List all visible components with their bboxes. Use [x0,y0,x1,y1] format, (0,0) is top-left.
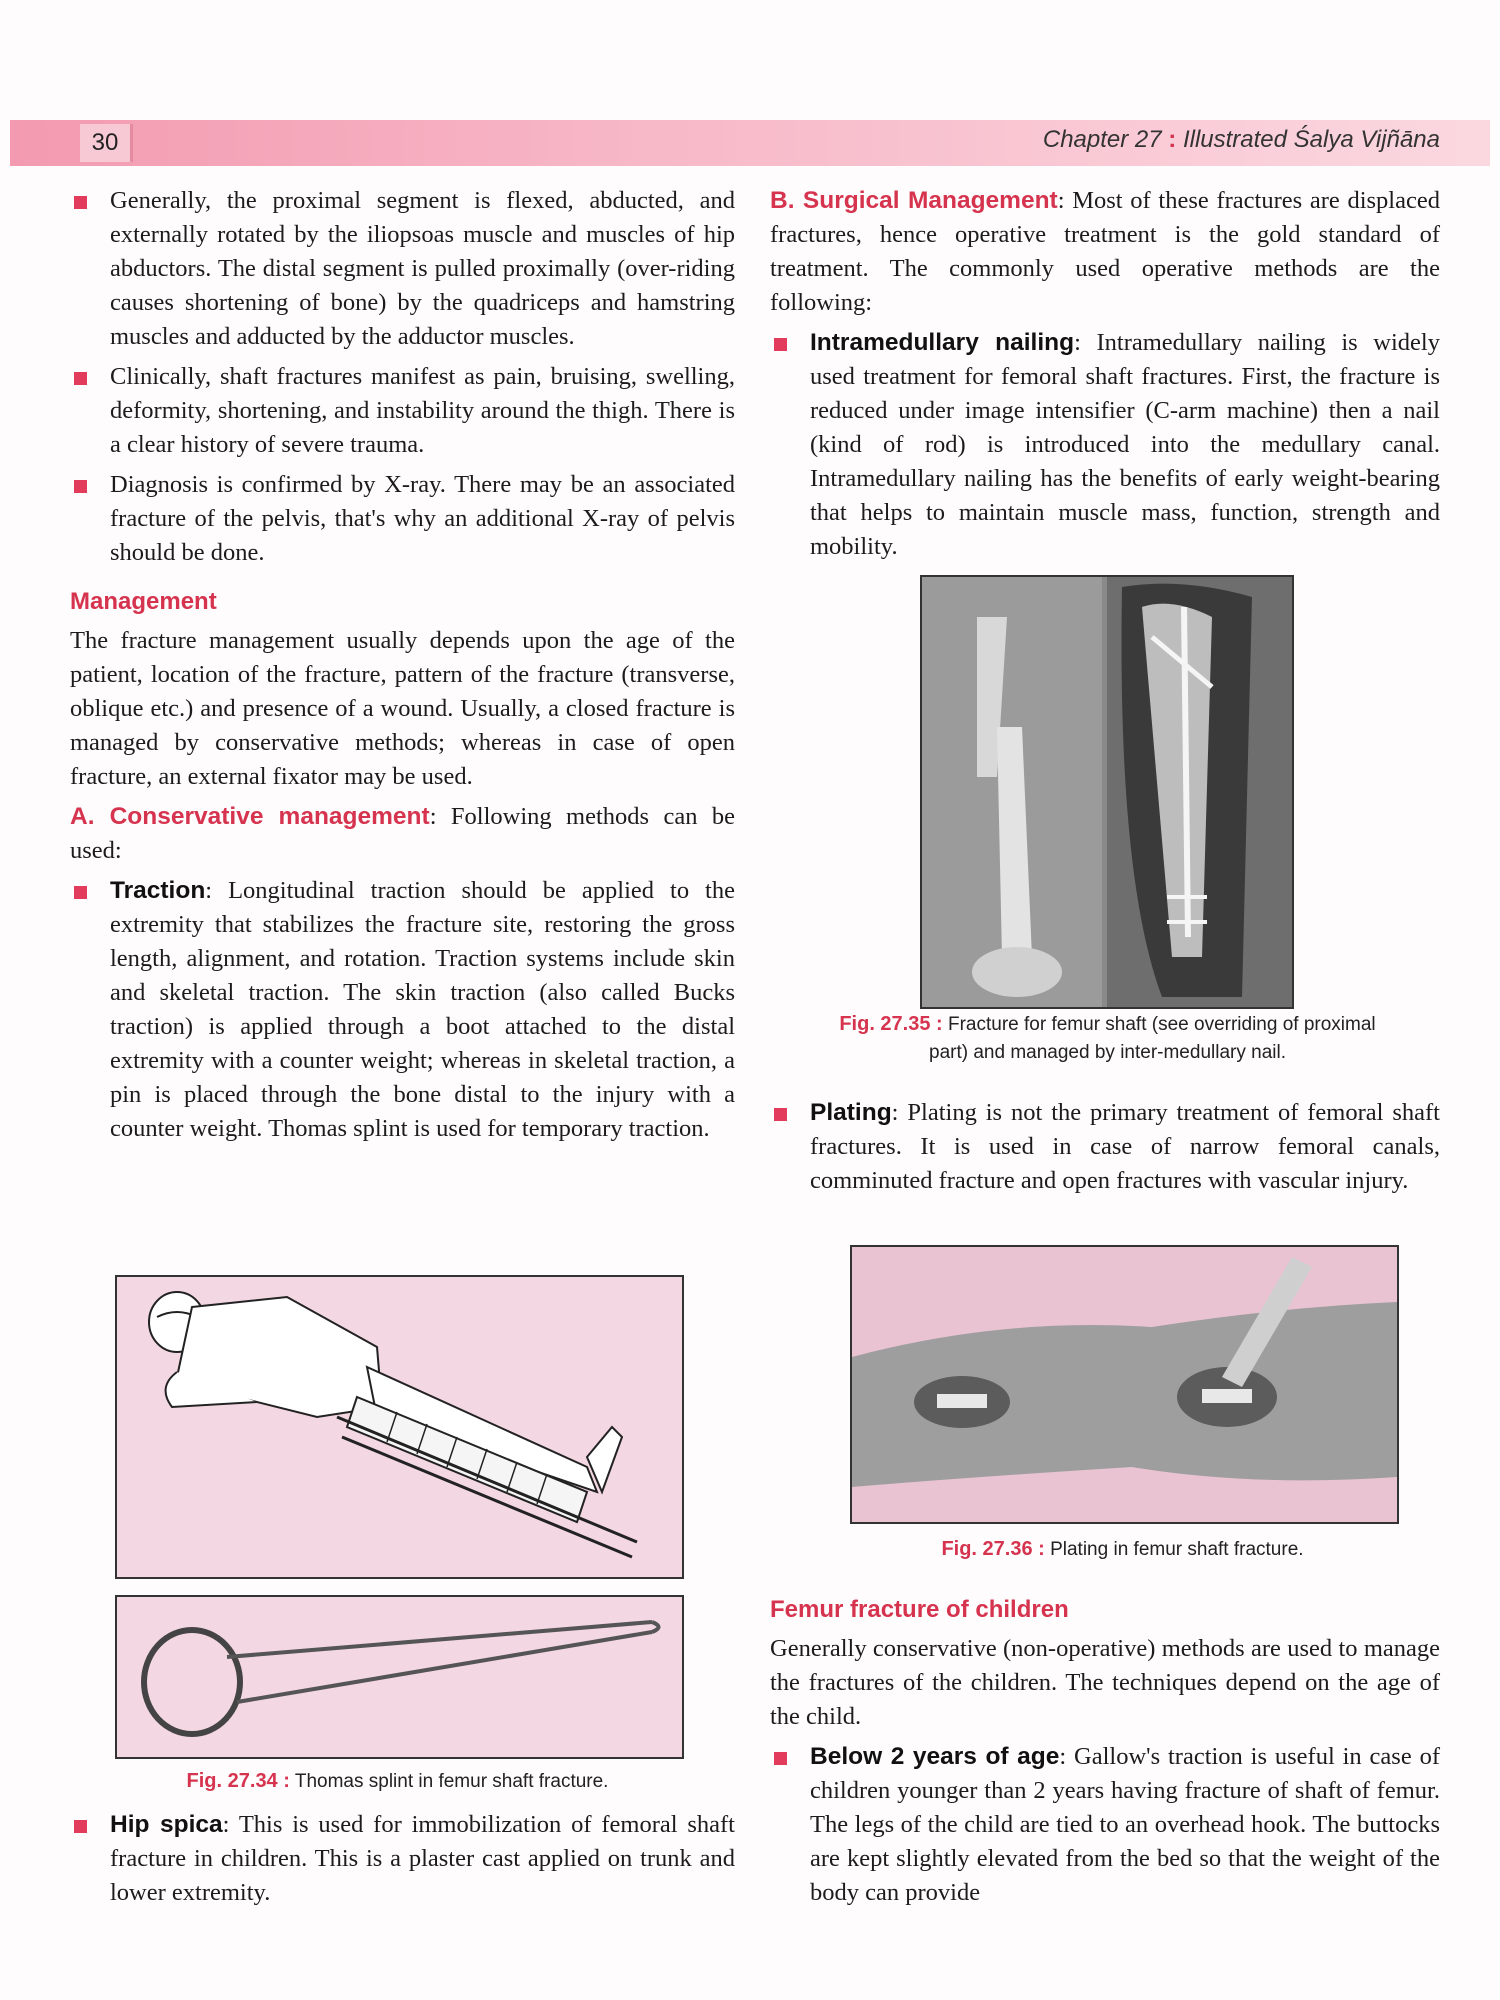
traction-lead: Traction [110,877,206,904]
fig-27-36-text: Plating in femur shaft fracture. [1050,1539,1304,1560]
hip-spica-text: : This is used for immobilization of femoral shaft fracture in children. This is a plaster cast applied on trunk and lower extremity. [110,1811,735,1906]
fig-27-34-text: Thomas splint in femur shaft fracture. [294,1771,609,1792]
fig-27-35-text-1: Fracture for femur shaft (see overriding of proximal [947,1014,1376,1035]
fig-27-35-caption [775,1013,1440,1064]
bullet-hip-spica [70,1808,735,1910]
right-column-middle [770,1096,1440,1204]
chapter-name: Illustrated Śalya Vijñāna [1182,126,1440,153]
page-number: 30 [80,124,133,162]
plating-lead: Plating [810,1099,892,1126]
bullet-intramedullary-nailing [770,326,1440,564]
fig-27-36-label: Fig. 27.36 : [941,1538,1045,1560]
conservative-paragraph [70,800,735,868]
right-column-top [770,184,1440,570]
bullet-proximal-segment: Generally, the proximal segment is flexed, abducted, and externally rotated by the iliopsoas muscle and muscles of hip abductors. The distal segment is pulled proximally (over-riding causes shortening of bone) by the quadriceps and hamstring muscles and adducted by the adductor muscles. [70,184,735,354]
nailing-lead: Intramedullary nailing [810,329,1075,356]
bullet-below-2-years [770,1740,1440,1910]
fig-27-35-text-2: part) and managed by inter-medullary nail. [929,1042,1286,1063]
fig-27-35-label: Fig. 27.35 : [839,1013,943,1035]
surgical-lead: B. Surgical Management [770,187,1058,214]
hip-spica-lead: Hip spica [110,1811,223,1838]
fig-27-36-plating-image [850,1245,1399,1524]
bullet-diagnosis: Diagnosis is confirmed by X-ray. There may be an associated fracture of the pelvis, that's why an additional X-ray of pelvis should be done. [70,468,735,570]
chapter-title [1043,126,1440,154]
bullet-traction [70,874,735,1146]
bullet-clinical: Clinically, shaft fractures manifest as pain, bruising, swelling, deformity, shortening, and instability around the thigh. There is a clear history of severe trauma. [70,360,735,462]
management-paragraph: The fracture management usually depends upon the age of the patient, location of the fracture, pattern of the fracture (transverse, oblique etc.) and presence of a wound. Usually, a closed fracture is managed by conservative methods; whereas in case of open fracture, an external fixator may be used. [70,627,735,790]
conservative-lead: A. Conservative management [70,803,430,830]
plating-surgery-illustration [852,1247,1397,1522]
chapter-label: Chapter 27 [1042,126,1162,153]
below-2-text: : Gallow's traction is useful in case of children younger than 2 years having fracture of shaft of femur. The legs of the child are tied to an overhead hook. The buttocks are kept slightly elevated from the bed so that the weight of the body can provide [810,1743,1440,1906]
surgical-paragraph [770,184,1440,320]
traction-text: : Longitudinal traction should be applied to the extremity that stabilizes the fracture site, restoring the gross length, alignment, and rotation. Traction systems include skin and skeletal traction. The skin traction (also called Bucks traction) is applied through a boot attached to the distal extremity with a counter weight; whereas in skeletal traction, a pin is placed through the bone distal to the injury with a counter weight. Thomas splint is used for temporary traction. [110,877,735,1142]
left-column-bottom [70,1808,735,1916]
fig-27-34-caption [115,1770,680,1793]
fig-27-36-caption [850,1538,1395,1561]
thomas-splint-device-illustration [117,1597,682,1757]
below-2-lead: Below 2 years of age [810,1743,1060,1770]
children-heading: Femur fracture of children [770,1596,1069,1623]
plating-text: : Plating is not the primary treatment of femoral shaft fractures. It is used in case of narrow femoral canals, comminuted fracture and open fractures with vascular injury. [810,1099,1440,1194]
fig-27-34-label: Fig. 27.34 : [186,1770,290,1792]
fig-27-35-xray-image [920,575,1294,1009]
surgical-text: : Most of these fractures are displaced fractures, hence operative treatment is the gold standard of treatment. The commonly used operative methods are the following: [770,187,1440,316]
management-heading: Management [70,588,217,615]
conservative-text: : Following methods can be used: [70,803,735,864]
right-column-bottom [770,1596,1440,1916]
bullet-plating [770,1096,1440,1198]
femur-xray-illustration [922,577,1292,1007]
children-paragraph: Generally conservative (non-operative) methods are used to manage the fractures of the children. The techniques depend on the age of the child. [770,1635,1440,1730]
thomas-splint-device-image [115,1595,684,1759]
nailing-text: : Intramedullary nailing is widely used treatment for femoral shaft fractures. First, the fracture is reduced under image intensifier (C-arm machine) then a nail (kind of rod) is introduced into the medullary canal. Intramedullary nailing has the benefits of early weight-bearing that helps to maintain muscle mass, function, strength and mobility. [810,329,1440,560]
fig-27-35-caption-line-1 [775,1013,1440,1036]
left-column-top [70,184,735,1152]
fig-27-34-patient-image [115,1275,684,1579]
chapter-separator: : [1161,126,1183,153]
patient-in-thomas-splint-illustration [117,1277,682,1577]
